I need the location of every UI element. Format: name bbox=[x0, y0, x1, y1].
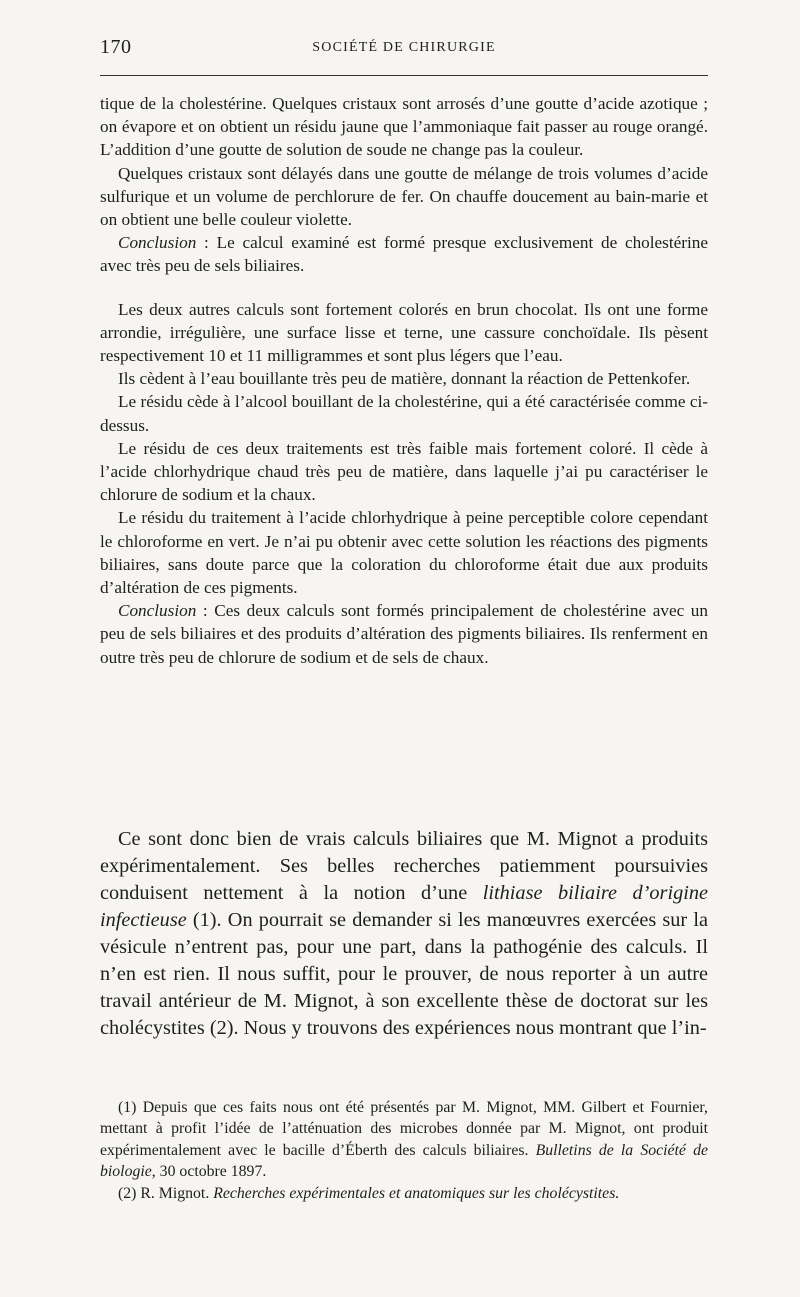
main-text-section bbox=[100, 826, 708, 1042]
paragraph: Quelques cristaux sont délayés dans une goutte de mélange de trois volumes d’acide sulfurique et un volume de perchlorure de fer. On chauffe doucement au bain-marie et on obtient une belle couleur violette. bbox=[100, 163, 708, 230]
footnote-1 bbox=[100, 1097, 708, 1183]
footnote-citation: Recherches expérimentales et anatomiques sur les cholécystites. bbox=[213, 1184, 620, 1202]
running-head: SOCIÉTÉ DE CHIRURGIE bbox=[312, 40, 496, 55]
conclusion-text: : Ces deux calculs sont formés principalement de cholestérine avec un peu de sels biliaires et des produits d’altération des pigments biliaires. Ils renferment en outre très peu de chlorure de sodium et de sels de chaux. bbox=[100, 601, 708, 667]
footnotes bbox=[100, 1097, 708, 1204]
section-gap bbox=[100, 278, 708, 298]
paragraph: Les deux autres calculs sont fortement colorés en brun chocolat. Ils ont une forme arrondie, irrégulière, une surface lisse et terne, une cassure conchoïdale. Ils pèsent respectivement 10 et 11 milligrammes et sont plus légers que l’eau. bbox=[100, 299, 708, 366]
italic-term: lithiase biliaire d’origine infectieuse bbox=[100, 882, 708, 931]
paragraph: Le résidu du traitement à l’acide chlorhydrique à peine perceptible colore cependant le chloroforme en vert. Je n’ai pu obtenir avec cette solution les réactions des pigments biliaires, sans doute parce que la coloration du chloroforme était due aux produits d’altération de ces pigments. bbox=[100, 508, 708, 598]
header-rule bbox=[100, 75, 708, 76]
footnote-text: (1) Depuis que ces faits nous ont été présentés par M. Mignot, MM. Gilbert et Fournier, mettant à profit l’idée de l’atténuation des microbes donnée par M. Mignot, ont produit expérimentalement avec le bacille d’Éberth des calculs biliaires. bbox=[100, 1099, 708, 1159]
chemical-analysis-section bbox=[100, 92, 708, 669]
conclusion-label: Conclusion bbox=[118, 601, 197, 621]
paragraph bbox=[100, 231, 708, 277]
footnote-text: , 30 octobre 1897. bbox=[151, 1163, 267, 1181]
paragraph: Ils cèdent à l’eau bouillante très peu de matière, donnant la réaction de Pettenkofer. bbox=[118, 369, 691, 389]
page-number: 170 bbox=[100, 36, 132, 58]
text-run: Ce sont donc bien de vrais calculs biliaires que M. Mignot a produits expérimentalement. Ses belles recherches patiemment poursuivies conduisent nettement à la notion d’une bbox=[100, 828, 708, 904]
text-run: (1). On pourrait se demander si les manœuvres exercées sur la vésicule n’entrent pas, pour une part, dans la pathogénie des calculs. Il n’en est rien. Il nous suffit, pour le prouver, de nous reporter à un autre travail antérieur de M. Mignot, à son excellente thèse de doctorat sur les cholécystites (2). Nous y trouvons des expériences nous montrant que l’in- bbox=[100, 909, 708, 1039]
page-header bbox=[100, 36, 708, 60]
paragraph: tique de la cholestérine. Quelques cristaux sont arrosés d’une goutte d’acide azotique ; on évapore et on obtient un résidu jaune que l’ammoniaque fait passer au rouge orangé. L’addition d’une goutte de solution de soude ne change pas la couleur. bbox=[100, 94, 708, 160]
footnote-citation: Bulletins de la Société de biologie bbox=[100, 1141, 708, 1181]
footnote-text: (2) R. Mignot. bbox=[118, 1184, 214, 1202]
footnote-2 bbox=[100, 1183, 708, 1204]
conclusion-label: Conclusion bbox=[118, 233, 197, 253]
paragraph: Le résidu de ces deux traitements est très faible mais fortement coloré. Il cède à l’acide chlorhydrique chaud très peu de matière, dans laquelle j’ai pu caractériser le chlorure de sodium et la chaux. bbox=[100, 438, 708, 505]
paragraph: Le résidu cède à l’alcool bouillant de la cholestérine, qui a été caractérisée comme ci-dessus. bbox=[100, 392, 708, 435]
conclusion-text: : Le calcul examiné est formé presque exclusivement de cholestérine avec très peu de sels biliaires. bbox=[100, 233, 708, 276]
paragraph bbox=[100, 826, 708, 1042]
paragraph bbox=[100, 599, 708, 669]
